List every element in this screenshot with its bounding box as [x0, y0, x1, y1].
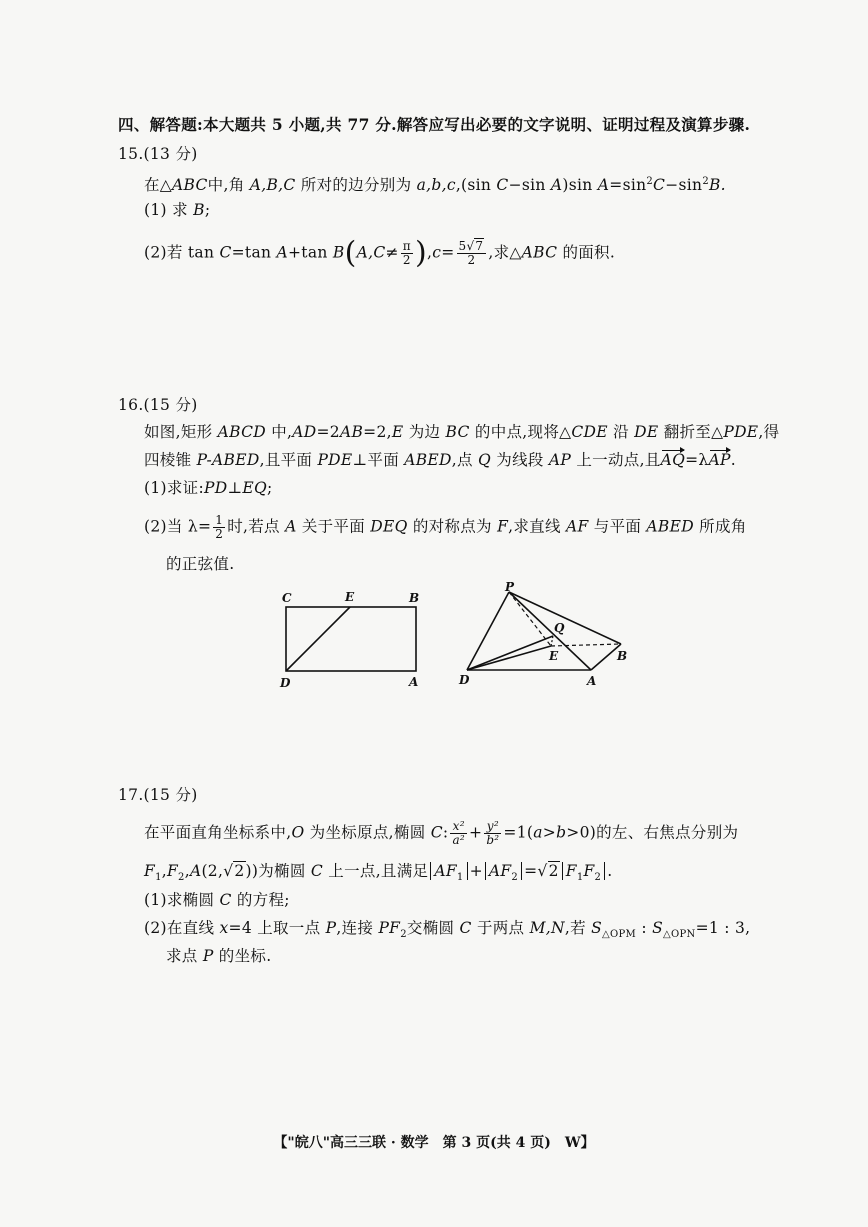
q16-line1: 如图,矩形 ABCD 中,AD=2AB=2,E 为边 BC 的中点,现将△CDE 沿 DE 翻折至△PDE,得 — [144, 423, 780, 441]
label-q: Q — [554, 621, 565, 635]
q15-part2: (2)若 tan C=tan A+tan B(A,C≠ $\frac{\pi}{2}$ ),c= $\frac{5√7}{2}$ ,求△ABC 的面积. — [144, 235, 616, 271]
q17-line1: 在平面直角坐标系中,O 为坐标原点,椭圆 C: $\frac{\text{x²}}{\text{a²}}$ + $\frac{\text{y²}}{\text{b²}}$ =1(a>b>0)的左、右焦点分别为 — [144, 819, 739, 847]
pyramid-figure — [455, 580, 635, 695]
rectangle-figure — [270, 585, 430, 695]
q16-part1: (1)求证:PD⊥EQ; — [144, 479, 273, 497]
q15-stem: 在△ABC中,角 A,B,C 所对的边分别为 a,b,c,(sin C−sin A)sin $A=\sin^2C-\sin^2B$. — [144, 176, 726, 195]
q16-part2-cont: 的正弦值. — [166, 555, 235, 573]
edge-pe — [509, 592, 551, 646]
label-e: E — [345, 590, 355, 604]
edge-de — [467, 646, 551, 670]
q17-part2: (2)在直线 x=4 上取一点 P,连接 $PF_2$交椭圆 C 于两点 M,N,若 $S_{\triangle OPM}$ : $S_{\triangle OPN}=1$ : 3, — [144, 919, 751, 941]
edge-pd — [467, 592, 509, 670]
q17-part2-cont: 求点 P 的坐标. — [166, 947, 272, 965]
q17-part1: (1)求椭圆 C 的方程; — [144, 891, 290, 909]
label-a: A — [587, 674, 597, 688]
section-header: 四、解答题:本大题共 5 小题,共 77 分.解答应写出必要的文字说明、证明过程及演算步骤. — [118, 115, 751, 134]
q17-number: 17.(15 分) — [118, 786, 198, 804]
edge-pb — [509, 592, 621, 644]
page-footer: 【"皖八"高三三联 · 数学 第 3 页(共 4 页) W】 — [273, 1135, 595, 1151]
label-c: C — [282, 591, 292, 605]
q15-part1: (1) 求 B; — [144, 201, 211, 219]
segment-de — [286, 607, 350, 671]
q15-number: 15.(13 分) — [118, 145, 198, 163]
label-b: B — [617, 649, 628, 663]
rectangle-abcd — [286, 607, 416, 671]
label-b: B — [409, 591, 420, 605]
q16-part2: (2)当 λ= $\frac{1}{2}$ 时,若点 A 关于平面 DEQ 的对称点为 F,求直线 AF 与平面 ABED 所成角 — [144, 513, 747, 541]
label-p: P — [505, 580, 515, 594]
label-e: E — [549, 649, 559, 663]
q17-line2: $F_1,F_2,A(2,√2)$)为椭圆 C 上一点,且满足 $AF_1 + AF_2 =√2$ $F_1F_2$ . — [144, 862, 613, 884]
label-d: D — [280, 676, 291, 690]
q16-number: 16.(15 分) — [118, 396, 198, 414]
segment-dq — [467, 636, 553, 670]
edge-eb — [551, 644, 621, 646]
label-d: D — [459, 673, 470, 687]
label-a: A — [409, 675, 419, 689]
q16-line2: 四棱锥 P-ABED,且平面 PDE⊥平面 ABED,点 Q 为线段 AP 上一动点,且AQ=λAP. — [144, 451, 737, 469]
